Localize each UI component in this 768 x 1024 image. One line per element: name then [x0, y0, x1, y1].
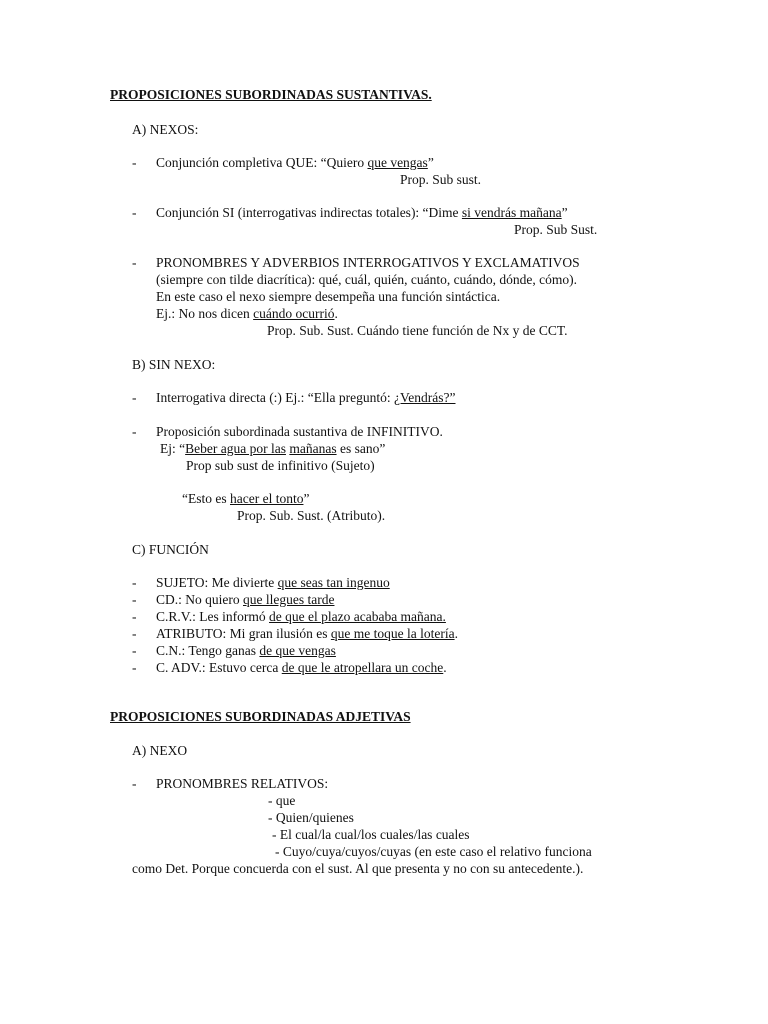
line-conjuncion-que: Conjunción completiva QUE: “Quiero que vengas”	[156, 155, 434, 170]
note-infinitivo-sujeto: Prop sub sust de infinitivo (Sujeto)	[186, 458, 375, 473]
heading-funcion: C) FUNCIÓN	[132, 542, 209, 557]
line-ejemplo-tonto: “Esto es hacer el tonto”	[182, 491, 310, 506]
relativo-el-cual: - El cual/la cual/los cuales/las cuales	[272, 827, 470, 842]
funcion-sujeto: SUJETO: Me divierte que seas tan ingenuo	[156, 575, 390, 590]
funcion-cn: C.N.: Tengo ganas de que vengas	[156, 643, 336, 658]
line-ejemplo-beber: Ej: “Beber agua por las mañanas es sano”	[160, 441, 386, 456]
bullet-dash: -	[132, 660, 137, 675]
section-title-sustantivas: PROPOSICIONES SUBORDINADAS SUSTANTIVAS.	[110, 87, 432, 102]
funcion-cd: CD.: No quiero que llegues tarde	[156, 592, 335, 607]
relativo-quien: - Quien/quienes	[268, 810, 354, 825]
note-prop-sub-sust: Prop. Sub sust.	[400, 172, 482, 187]
relativo-cuyo: - Cuyo/cuya/cuyos/cuyas (en este caso el relativo funciona	[275, 844, 592, 859]
bullet-dash: -	[132, 255, 137, 270]
line-nexo-funcion: En este caso el nexo siempre desempeña una función sintáctica.	[156, 289, 501, 304]
bullet-dash: -	[132, 424, 137, 439]
bullet-dash: -	[132, 155, 137, 170]
note-prop-sub-sust-2: Prop. Sub Sust.	[514, 222, 598, 237]
bullet-dash: -	[132, 592, 137, 607]
funcion-atributo: ATRIBUTO: Mi gran ilusión es que me toque la lotería.	[156, 626, 458, 641]
bullet-dash: -	[132, 776, 137, 791]
heading-nexos: A) NEXOS:	[132, 122, 199, 137]
bullet-dash: -	[132, 609, 137, 624]
line-tilde-diacritica: (siempre con tilde diacrítica): qué, cuál, quién, cuánto, cuándo, dónde, cómo).	[156, 272, 577, 287]
section-title-adjetivas: PROPOSICIONES SUBORDINADAS ADJETIVAS	[110, 709, 411, 724]
line-pronombres-adverbios: PRONOMBRES Y ADVERBIOS INTERROGATIVOS Y EXCLAMATIVOS	[156, 255, 580, 270]
bullet-dash: -	[132, 643, 137, 658]
bullet-dash: -	[132, 205, 137, 220]
heading-sin-nexo: B) SIN NEXO:	[132, 357, 216, 372]
heading-nexo: A) NEXO	[132, 743, 188, 758]
funcion-cadv: C. ADV.: Estuvo cerca de que le atropellara un coche.	[156, 660, 447, 675]
line-ejemplo-cuando: Ej.: No nos dicen cuándo ocurrió.	[156, 306, 338, 321]
relativo-que: - que	[268, 793, 296, 808]
bullet-dash: -	[132, 390, 137, 405]
note-atributo: Prop. Sub. Sust. (Atributo).	[237, 508, 386, 523]
line-infinitivo: Proposición subordinada sustantiva de INFINITIVO.	[156, 424, 443, 439]
line-conjuncion-si: Conjunción SI (interrogativas indirectas totales): “Dime si vendrás mañana”	[156, 205, 568, 220]
bullet-dash: -	[132, 575, 137, 590]
bullet-dash: -	[132, 626, 137, 641]
heading-pronombres-relativos: PRONOMBRES RELATIVOS:	[156, 776, 329, 791]
line-interrogativa-directa: Interrogativa directa (:) Ej.: “Ella preguntó: ¿Vendrás?”	[156, 390, 456, 405]
relativo-cuyo-explicacion: como Det. Porque concuerda con el sust. Al que presenta y no con su antecedente.).	[132, 861, 584, 876]
note-cuando-funcion: Prop. Sub. Sust. Cuándo tiene función de Nx y de CCT.	[267, 323, 568, 338]
funcion-crv: C.R.V.: Les informó de que el plazo acababa mañana.	[156, 609, 446, 624]
